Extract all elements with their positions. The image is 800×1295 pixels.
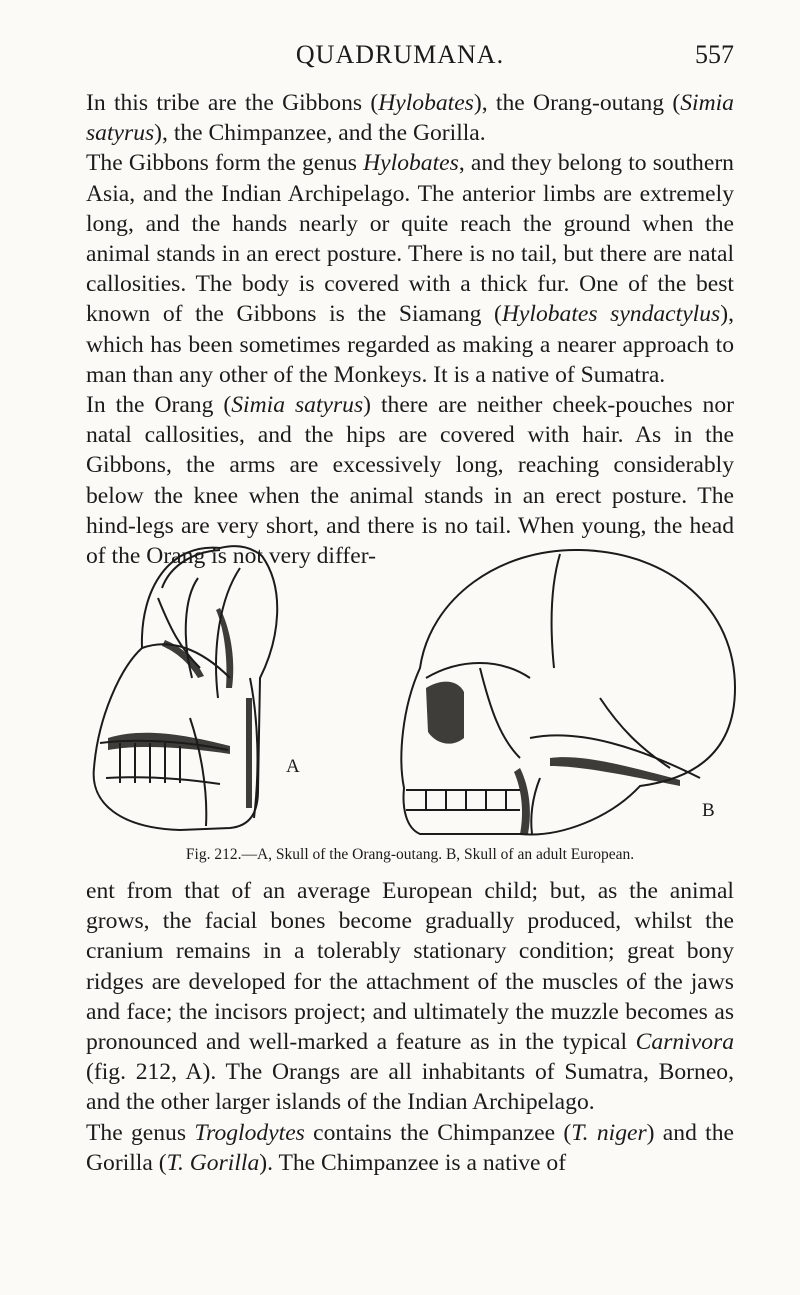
label-a: A: [286, 756, 300, 777]
figure-caption: Fig. 212.—A, Skull of the Orang-outang. B, Skull of an adult European.: [185, 846, 635, 863]
page-number: 557: [695, 40, 734, 69]
label-b: B: [702, 800, 715, 821]
running-head: QUADRUMANA.: [295, 40, 505, 69]
page-header: [66, 40, 734, 80]
paragraph-gibbons: The Gibbons form the genus Hylobates, and they belong to southern Asia, and the Indian Archipelago. The anterior limbs are extremely long, and the hands nearly or quite reach the ground when the animal stands in an erect posture. There is no tail, but there are natal callosities. The body is covered with a thick fur. One of the best known of the Gibbons is the Siamang (Hylobates syndactylus), which has been sometimes regarded as making a nearer approach to man than any other of the Monkeys. It is a native of Sumatra.: [86, 150, 734, 388]
paragraph-tribe: In this tribe are the Gibbons (Hylobates), the Orang-outang (Simia satyrus), the Chimpanzee, and the Gorilla.: [86, 90, 734, 147]
body-text-bottom: [86, 876, 734, 1178]
paragraph-orang: In the Orang (Simia satyrus) there are neither cheek-pouches nor natal callosities, and the hips are covered with hair. As in the Gibbons, the arms are excessively long, reaching considerably below the knee when the animal stands in an erect posture. The hind-legs are very short, and there is no tail. When young, the head of the Orang is not very differ-: [86, 392, 734, 570]
paragraph-orang-continued: ent from that of an average European child; but, as the animal grows, the facial bones become gradually produced, whilst the cranium remains in a tolerably stationary condition; great bony ridges are developed for the attachment of the muscles of the jaws and face; the incisors project; and ultimately the muzzle becomes as pronounced and well-marked a feature as in the typical Carnivora (fig. 212, A). The Orangs are all inhabitants of Sumatra, Borneo, and the other larger islands of the Indian Archipelago.: [86, 878, 734, 1116]
paragraph-troglodytes: The genus Troglodytes contains the Chimpanzee (T. niger) and the Gorilla (T. Gorilla). The Chimpanzee is a native of: [86, 1119, 734, 1176]
skull-figure: [80, 528, 740, 838]
body-text-top: [86, 88, 734, 571]
